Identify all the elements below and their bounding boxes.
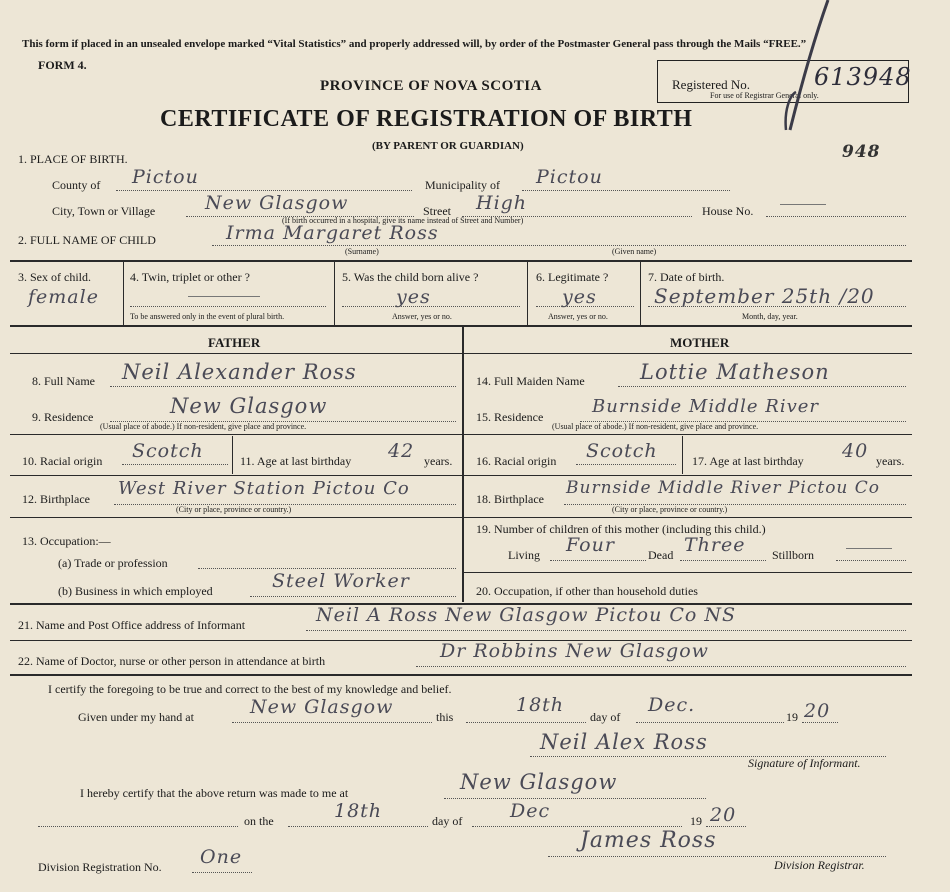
division-no-label: Division Registration No.	[38, 860, 162, 874]
father-residence-label: 9. Residence	[32, 410, 94, 424]
registrar-text: I hereby certify that the above return was made to me at	[80, 786, 349, 800]
given-day-value: 18th	[516, 694, 565, 716]
mother-age-value: 40	[842, 440, 869, 462]
county-value: Pictou	[132, 166, 199, 188]
father-name-value: Neil Alexander Ross	[122, 360, 357, 384]
province-heading: PROVINCE OF NOVA SCOTIA	[320, 78, 542, 94]
alive-value: yes	[396, 286, 431, 308]
hospital-note: (If birth occurred in a hospital, give its name instead of Street and Number)	[282, 216, 524, 225]
registrar-year-prefix: 19	[690, 814, 702, 828]
street-label: Street	[423, 204, 451, 218]
informant-value: Neil A Ross New Glasgow Pictou Co NS	[316, 604, 737, 626]
municipality-label: Municipality of	[425, 178, 500, 192]
registered-label: Registered No.	[672, 77, 750, 92]
municipality-value: Pictou	[536, 166, 603, 188]
division-no-value: One	[200, 846, 243, 868]
city-value: New Glasgow	[205, 192, 349, 214]
dead-label: Dead	[648, 548, 674, 562]
certify-text: I certify the foregoing to be true and correct to the best of my knowledge and belief.	[48, 682, 452, 696]
father-business-label: (b) Business in which employed	[58, 584, 213, 598]
registrar-signature: James Ross	[580, 828, 717, 853]
city-label: City, Town or Village	[52, 204, 156, 218]
given-month-value: Dec.	[648, 694, 696, 716]
father-age-label: 11. Age at last birthday	[240, 454, 352, 468]
sex-label: 3. Sex of child.	[18, 270, 91, 284]
mother-name-label: 14. Full Maiden Name	[476, 374, 585, 388]
registrar-day-value: 18th	[334, 800, 383, 822]
form-number: FORM 4.	[38, 58, 87, 72]
mother-birthplace-value: Burnside Middle River Pictou Co	[566, 478, 881, 498]
mother-racial-label: 16. Racial origin	[476, 454, 557, 468]
mother-age-label: 17. Age at last birthday	[692, 454, 804, 468]
twin-note: To be answered only in the event of plural birth.	[130, 312, 285, 321]
twin-label: 4. Twin, triplet or other ?	[130, 270, 250, 284]
living-label: Living	[508, 548, 540, 562]
mailing-notice: This form if placed in an unsealed envelope marked “Vital Statistics” and properly addressed will, by order of the Postmaster General pass through the Mails “FREE.”	[22, 38, 807, 50]
doctor-label: 22. Name of Doctor, nurse or other person in attendance at birth	[18, 654, 326, 668]
birth-date-label: 7. Date of birth.	[648, 270, 725, 284]
registered-value: 613948	[814, 63, 912, 91]
father-racial-value: Scotch	[132, 440, 204, 462]
registrar-dayof-label: day of	[432, 814, 463, 828]
mother-heading: MOTHER	[670, 335, 730, 350]
alive-note: Answer, yes or no.	[392, 312, 452, 321]
house-label: House No.	[702, 204, 754, 218]
mother-birthplace-label: 18. Birthplace	[476, 492, 544, 506]
informant-signature: Neil Alex Ross	[540, 730, 708, 754]
mother-children-label: 19. Number of children of this mother (including this child.)	[476, 522, 766, 536]
legitimate-value: yes	[562, 286, 597, 308]
father-trade-label: (a) Trade or profession	[58, 556, 168, 570]
registrar-signature-label: Division Registrar.	[774, 858, 865, 872]
street-value: High	[476, 192, 528, 214]
mother-residence-value: Burnside Middle River	[592, 396, 820, 417]
given-label: Given under my hand at	[78, 710, 194, 724]
father-birthplace-value: West River Station Pictou Co	[118, 478, 410, 499]
given-dayof-label: day of	[590, 710, 621, 724]
registrar-year-value: 20	[710, 804, 737, 826]
father-residence-value: New Glasgow	[170, 394, 328, 418]
father-birthplace-note: (City or place, province or country.)	[176, 505, 292, 514]
informant-label: 21. Name and Post Office address of Informant	[18, 618, 246, 632]
legitimate-label: 6. Legitimate ?	[536, 270, 609, 284]
father-residence-note: (Usual place of abode.) If non-resident, give place and province.	[100, 422, 307, 431]
father-heading: FATHER	[208, 335, 261, 350]
given-place-value: New Glasgow	[250, 696, 394, 718]
doctor-value: Dr Robbins New Glasgow	[440, 640, 709, 662]
this-label: this	[436, 710, 454, 724]
father-birthplace-label: 12. Birthplace	[22, 492, 90, 506]
sex-value: female	[28, 286, 99, 308]
mother-residence-note: (Usual place of abode.) If non-resident, give place and province.	[552, 422, 759, 431]
father-racial-label: 10. Racial origin	[22, 454, 103, 468]
mother-name-value: Lottie Matheson	[640, 360, 830, 384]
surname-note: (Surname)	[345, 247, 379, 256]
stillborn-label: Stillborn	[772, 548, 815, 562]
legitimate-note: Answer, yes or no.	[548, 312, 608, 321]
informant-signature-label: Signature of Informant.	[748, 756, 861, 770]
registrar-on-label: on the	[244, 814, 274, 828]
child-name-label: 2. FULL NAME OF CHILD	[18, 233, 156, 247]
mother-racial-value: Scotch	[586, 440, 658, 462]
corner-number: 948	[842, 142, 881, 162]
mother-birthplace-note: (City or place, province or country.)	[612, 505, 728, 514]
alive-label: 5. Was the child born alive ?	[342, 270, 479, 284]
given-year-prefix: 19	[786, 710, 798, 724]
father-years: years.	[424, 454, 453, 468]
father-business-value: Steel Worker	[272, 570, 410, 592]
given-year-value: 20	[804, 700, 831, 722]
child-name-value: Irma Margaret Ross	[226, 222, 439, 244]
mother-years: years.	[876, 454, 905, 468]
pen-stroke-top	[790, 0, 828, 130]
living-value: Four	[566, 534, 615, 556]
registrar-place-value: New Glasgow	[460, 770, 618, 794]
county-label: County of	[52, 178, 101, 192]
given-note: (Given name)	[612, 247, 657, 256]
registered-note: For use of Registrar General only.	[710, 91, 819, 100]
page-title: CERTIFICATE OF REGISTRATION OF BIRTH	[160, 106, 693, 132]
place-heading: 1. PLACE OF BIRTH.	[18, 152, 128, 166]
registrar-month-value: Dec	[510, 800, 551, 822]
birth-date-note: Month, day, year.	[742, 312, 798, 321]
subtitle: (BY PARENT OR GUARDIAN)	[372, 140, 524, 152]
father-age-value: 42	[388, 440, 415, 462]
birth-date-value: September 25th /20	[654, 284, 875, 308]
mother-occupation-label: 20. Occupation, if other than household duties	[476, 584, 698, 598]
father-occupation-label: 13. Occupation:—	[22, 534, 111, 548]
mother-residence-label: 15. Residence	[476, 410, 544, 424]
father-name-label: 8. Full Name	[32, 374, 95, 388]
dead-value: Three	[684, 534, 746, 556]
